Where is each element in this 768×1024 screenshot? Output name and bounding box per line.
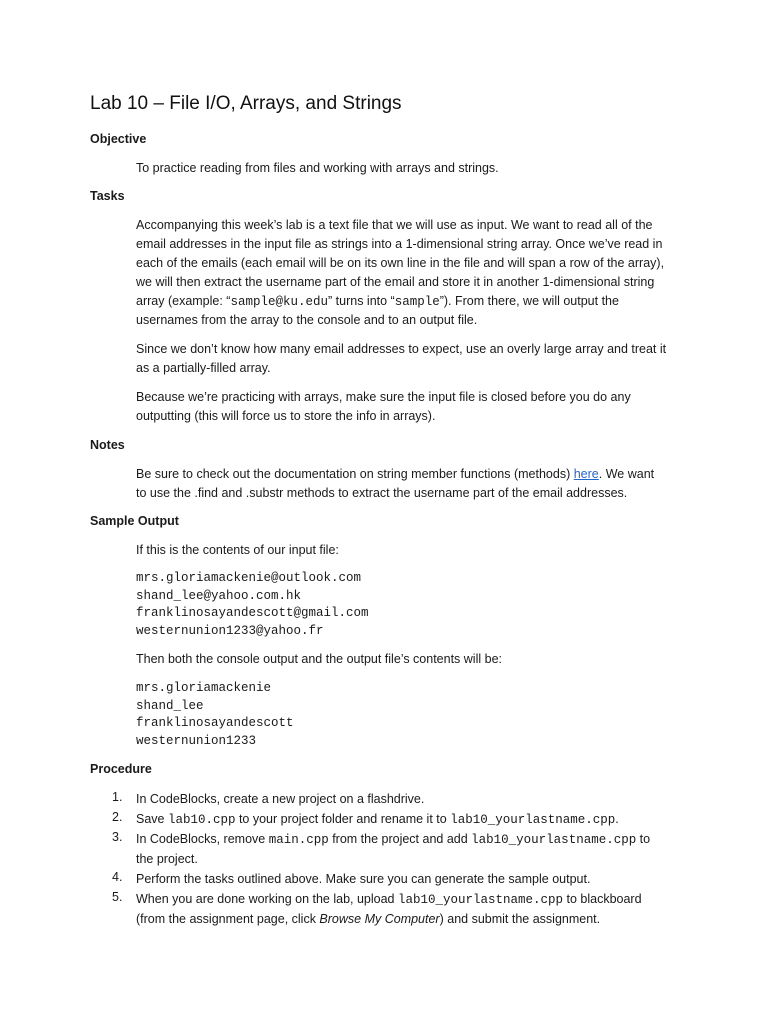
step-3 — [136, 830, 650, 850]
notes-line2: to use the .find and .substr methods to extract the username part of the email addresses. — [136, 486, 628, 500]
text-span: . — [615, 812, 619, 826]
text-span: from the project and add — [328, 832, 472, 846]
tasks-p3-line1: Because we’re practicing with arrays, make sure the input file is closed before you do any — [136, 390, 631, 404]
sample-then: Then both the console output and the output file’s contents will be: — [136, 652, 502, 666]
tasks-p3-line2: outputting (this will force us to store the info in arrays). — [136, 409, 436, 423]
code-filename: main.cpp — [268, 833, 329, 847]
step-4: Perform the tasks outlined above. Make sure you can generate the sample output. — [136, 872, 591, 886]
step-3-line2: the project. — [136, 852, 198, 866]
procedure-heading: Procedure — [90, 762, 152, 776]
text-span: Be sure to check out the documentation on string member functions (methods) — [136, 467, 574, 481]
objective-text: To practice reading from files and working with arrays and strings. — [136, 161, 499, 175]
notes-heading: Notes — [90, 438, 125, 452]
input-line: franklinosayandescott@gmail.com — [136, 606, 369, 620]
text-span: ” turns into “ — [328, 294, 395, 308]
step-1: In CodeBlocks, create a new project on a flashdrive. — [136, 792, 425, 806]
step-number: 3. — [112, 830, 123, 844]
input-line: shand_lee@yahoo.com.hk — [136, 588, 302, 603]
text-span: ”). From there, we will output the — [439, 294, 619, 308]
input-line: westernunion1233@yahoo.fr — [136, 623, 324, 638]
step-number: 2. — [112, 810, 123, 824]
output-line: westernunion1233 — [136, 733, 257, 748]
text-span: . We want — [598, 467, 655, 481]
tasks-p2-line2: as a partially-filled array. — [136, 361, 271, 375]
step-2 — [136, 810, 619, 830]
text-span: Save — [136, 812, 168, 826]
tasks-p1-line2: email addresses in the input file as strings into a 1-dimensional string array. Once we’ve read in — [136, 237, 663, 251]
output-line: franklinosayandescott — [136, 716, 294, 730]
browse-my-computer-text: Browse My Computer — [319, 912, 440, 926]
tasks-p1-line3: each of the emails (each email will be on its own line in the file and will span a row of the array), — [136, 256, 665, 270]
code-example-username: sample — [394, 295, 440, 309]
code-filename: lab10_yourlastname.cpp — [397, 893, 564, 907]
step-number: 4. — [112, 870, 123, 884]
text-span: In CodeBlocks, remove — [136, 832, 269, 846]
text-span: ) and submit the assignment. — [439, 912, 601, 926]
code-filename: lab10.cpp — [167, 813, 236, 827]
documentation-link[interactable]: here — [573, 467, 599, 481]
text-span: (from the assignment page, click — [136, 912, 320, 926]
code-filename: lab10_yourlastname.cpp — [471, 833, 637, 847]
code-example-email: sample@ku.edu — [230, 295, 329, 309]
tasks-heading: Tasks — [90, 189, 125, 203]
text-span: to blackboard — [563, 892, 642, 906]
sample-intro: If this is the contents of our input file: — [136, 543, 339, 557]
step-number: 5. — [112, 890, 123, 904]
page-title: Lab 10 – File I/O, Arrays, and Strings — [90, 93, 402, 114]
output-line: shand_lee — [136, 698, 204, 713]
text-span: array (example: “ — [136, 294, 231, 308]
step-5-line2 — [136, 910, 600, 929]
text-span: to — [636, 832, 651, 846]
tasks-p1-line4: we will then extract the username part of the email and store it in another 1-dimensional string — [136, 275, 655, 289]
notes-line1 — [136, 465, 654, 484]
text-span: to your project folder and rename it to — [235, 812, 451, 826]
sample-output-heading: Sample Output — [90, 514, 179, 528]
tasks-p1-line5 — [136, 292, 619, 312]
objective-heading: Objective — [90, 132, 147, 146]
step-number: 1. — [112, 790, 123, 804]
text-span: When you are done working on the lab, upload — [136, 892, 398, 906]
step-5 — [136, 890, 642, 910]
code-filename: lab10_yourlastname.cpp — [450, 813, 616, 827]
tasks-p1-line6: usernames from the array to the console and to an output file. — [136, 313, 478, 327]
tasks-p2-line1: Since we don’t know how many email addresses to expect, use an overly large array and treat it — [136, 342, 667, 356]
input-line: mrs.gloriamackenie@outlook.com — [136, 571, 362, 585]
output-line: mrs.gloriamackenie — [136, 681, 272, 695]
tasks-p1-line1: Accompanying this week’s lab is a text file that we will use as input. We want to read all of the — [136, 218, 653, 232]
